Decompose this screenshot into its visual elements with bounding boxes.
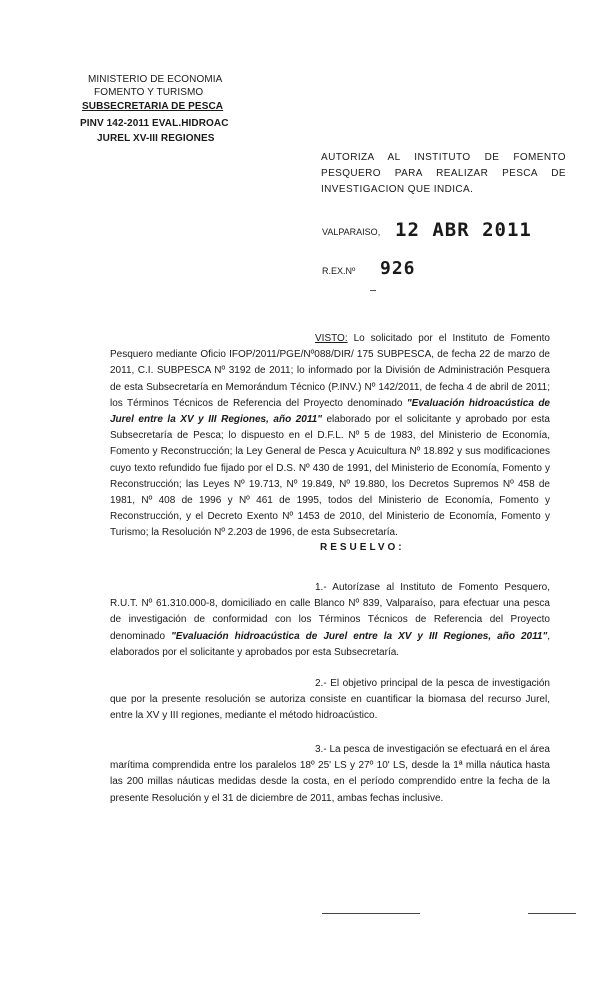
visto-project-title: "Evaluación hidroacústica de Jurel entre la XV y III Regiones, año 2011" bbox=[110, 397, 550, 426]
visto-label: VISTO: bbox=[315, 333, 348, 344]
file-reference-detail: JUREL XV-III REGIONES bbox=[97, 133, 215, 144]
place-label: VALPARAISO, bbox=[322, 227, 381, 237]
resolution-number: 926 bbox=[380, 258, 416, 279]
signature-line-left bbox=[322, 913, 420, 914]
resuelvo-heading: RESUELVO: bbox=[320, 542, 405, 553]
resolution-item-2 bbox=[110, 676, 550, 725]
resolution-number-label: R.EX.Nº bbox=[322, 266, 356, 276]
item-1-text-a: 1.- Autorízase al Instituto de Fomento Pesquero, R.U.T. Nº 61.310.000-8, domiciliado en calle Blanco Nº 839, Valparaíso, para efectuar una pesca de investigación de conformidad con los Términos Técnicos de Referencia del Proyecto denominado bbox=[110, 582, 550, 642]
signature-line-right bbox=[528, 913, 576, 914]
resolution-item-1 bbox=[110, 580, 550, 661]
item-3-text: 3.- La pesca de investigación se efectuará en el área marítima comprendida entre los paralelos 18º 25' LS y 27º 10' LS, desde la 1ª milla náutica hasta las 200 millas náuticas medidas desde la costa, en el período comprendido entre la fecha de la presente Resolución y el 31 de diciembre de 2011, ambas fechas inclusive. bbox=[110, 744, 550, 804]
visto-paragraph bbox=[110, 331, 550, 542]
item-1-project-title: "Evaluación hidroacústica de Jurel entre la XV y III Regiones, año 2011" bbox=[171, 630, 548, 642]
undersecretariat-name: SUBSECRETARIA DE PESCA bbox=[82, 101, 224, 112]
item-2-text: 2.- El objetivo principal de la pesca de investigación que por la presente resolución se autoriza consiste en cuantificar la biomasa del recurso Jurel, entre la XV y III regiones, mediante el método hidroacústico. bbox=[110, 678, 550, 722]
ministry-subtitle: FOMENTO Y TURISMO bbox=[94, 87, 204, 98]
resolution-item-3 bbox=[110, 742, 550, 807]
file-reference: PINV 142-2011 EVAL.HIDROAC bbox=[80, 118, 229, 129]
resolution-subject: AUTORIZA AL INSTITUTO DE FOMENTO PESQUERO PARA REALIZAR PESCA DE INVESTIGACION QUE INDICA. bbox=[321, 152, 566, 195]
visto-text-1: Lo solicitado por el Instituto de Fomento Pesquero mediante Oficio IFOP/2011/PGE/Nº088/DIR/ 175 SUBPESCA, de fecha 22 de marzo de 2011, C.I. SUBPESCA Nº 3192 de 2011; lo informado por la División de Administración Pesquera de esta Subsecretaría en Memorándum Técnico (P.INV.) Nº 142/2011, de fecha 4 de abril de 2011; los Términos Técnicos de Referencia del Proyecto denominado bbox=[110, 333, 550, 409]
item-1-text-c: , elaborados por el solicitante y aprobados por esta Subsecretaría. bbox=[110, 630, 550, 658]
ministry-name: MINISTERIO DE ECONOMIA bbox=[88, 74, 223, 85]
date-stamp: 12 ABR 2011 bbox=[395, 219, 532, 241]
stamp-dash bbox=[370, 290, 376, 291]
visto-text-2: elaborado por el solicitante y aprobado por esta Subsecretaría de Pesca; lo dispuesto en el D.F.L. Nº 5 de 1983, del Ministerio de Economía, Fomento y Reconstrucción; la Ley General de Pesca y Acuicultura Nº 18.892 y sus modificaciones cuyo texto refundido fue fijado por el D.S. Nº 430 de 1991, del Ministerio de Economía, Fomento y Reconstrucción; las Leyes Nº 19.713, Nº 19.849, Nº 19.880, los Decretos Supremos Nº 458 de 1981, Nº 408 de 1996 y Nº 461 de 1995, todos del Ministerio de Economía, Fomento y Reconstrucción, y el Decreto Exento Nº 1453 de 2010, del Ministerio de Economía, Fomento y Turismo; la Resolución Nº 2.203 de 1996, de esta Subsecretaría. bbox=[110, 414, 550, 539]
